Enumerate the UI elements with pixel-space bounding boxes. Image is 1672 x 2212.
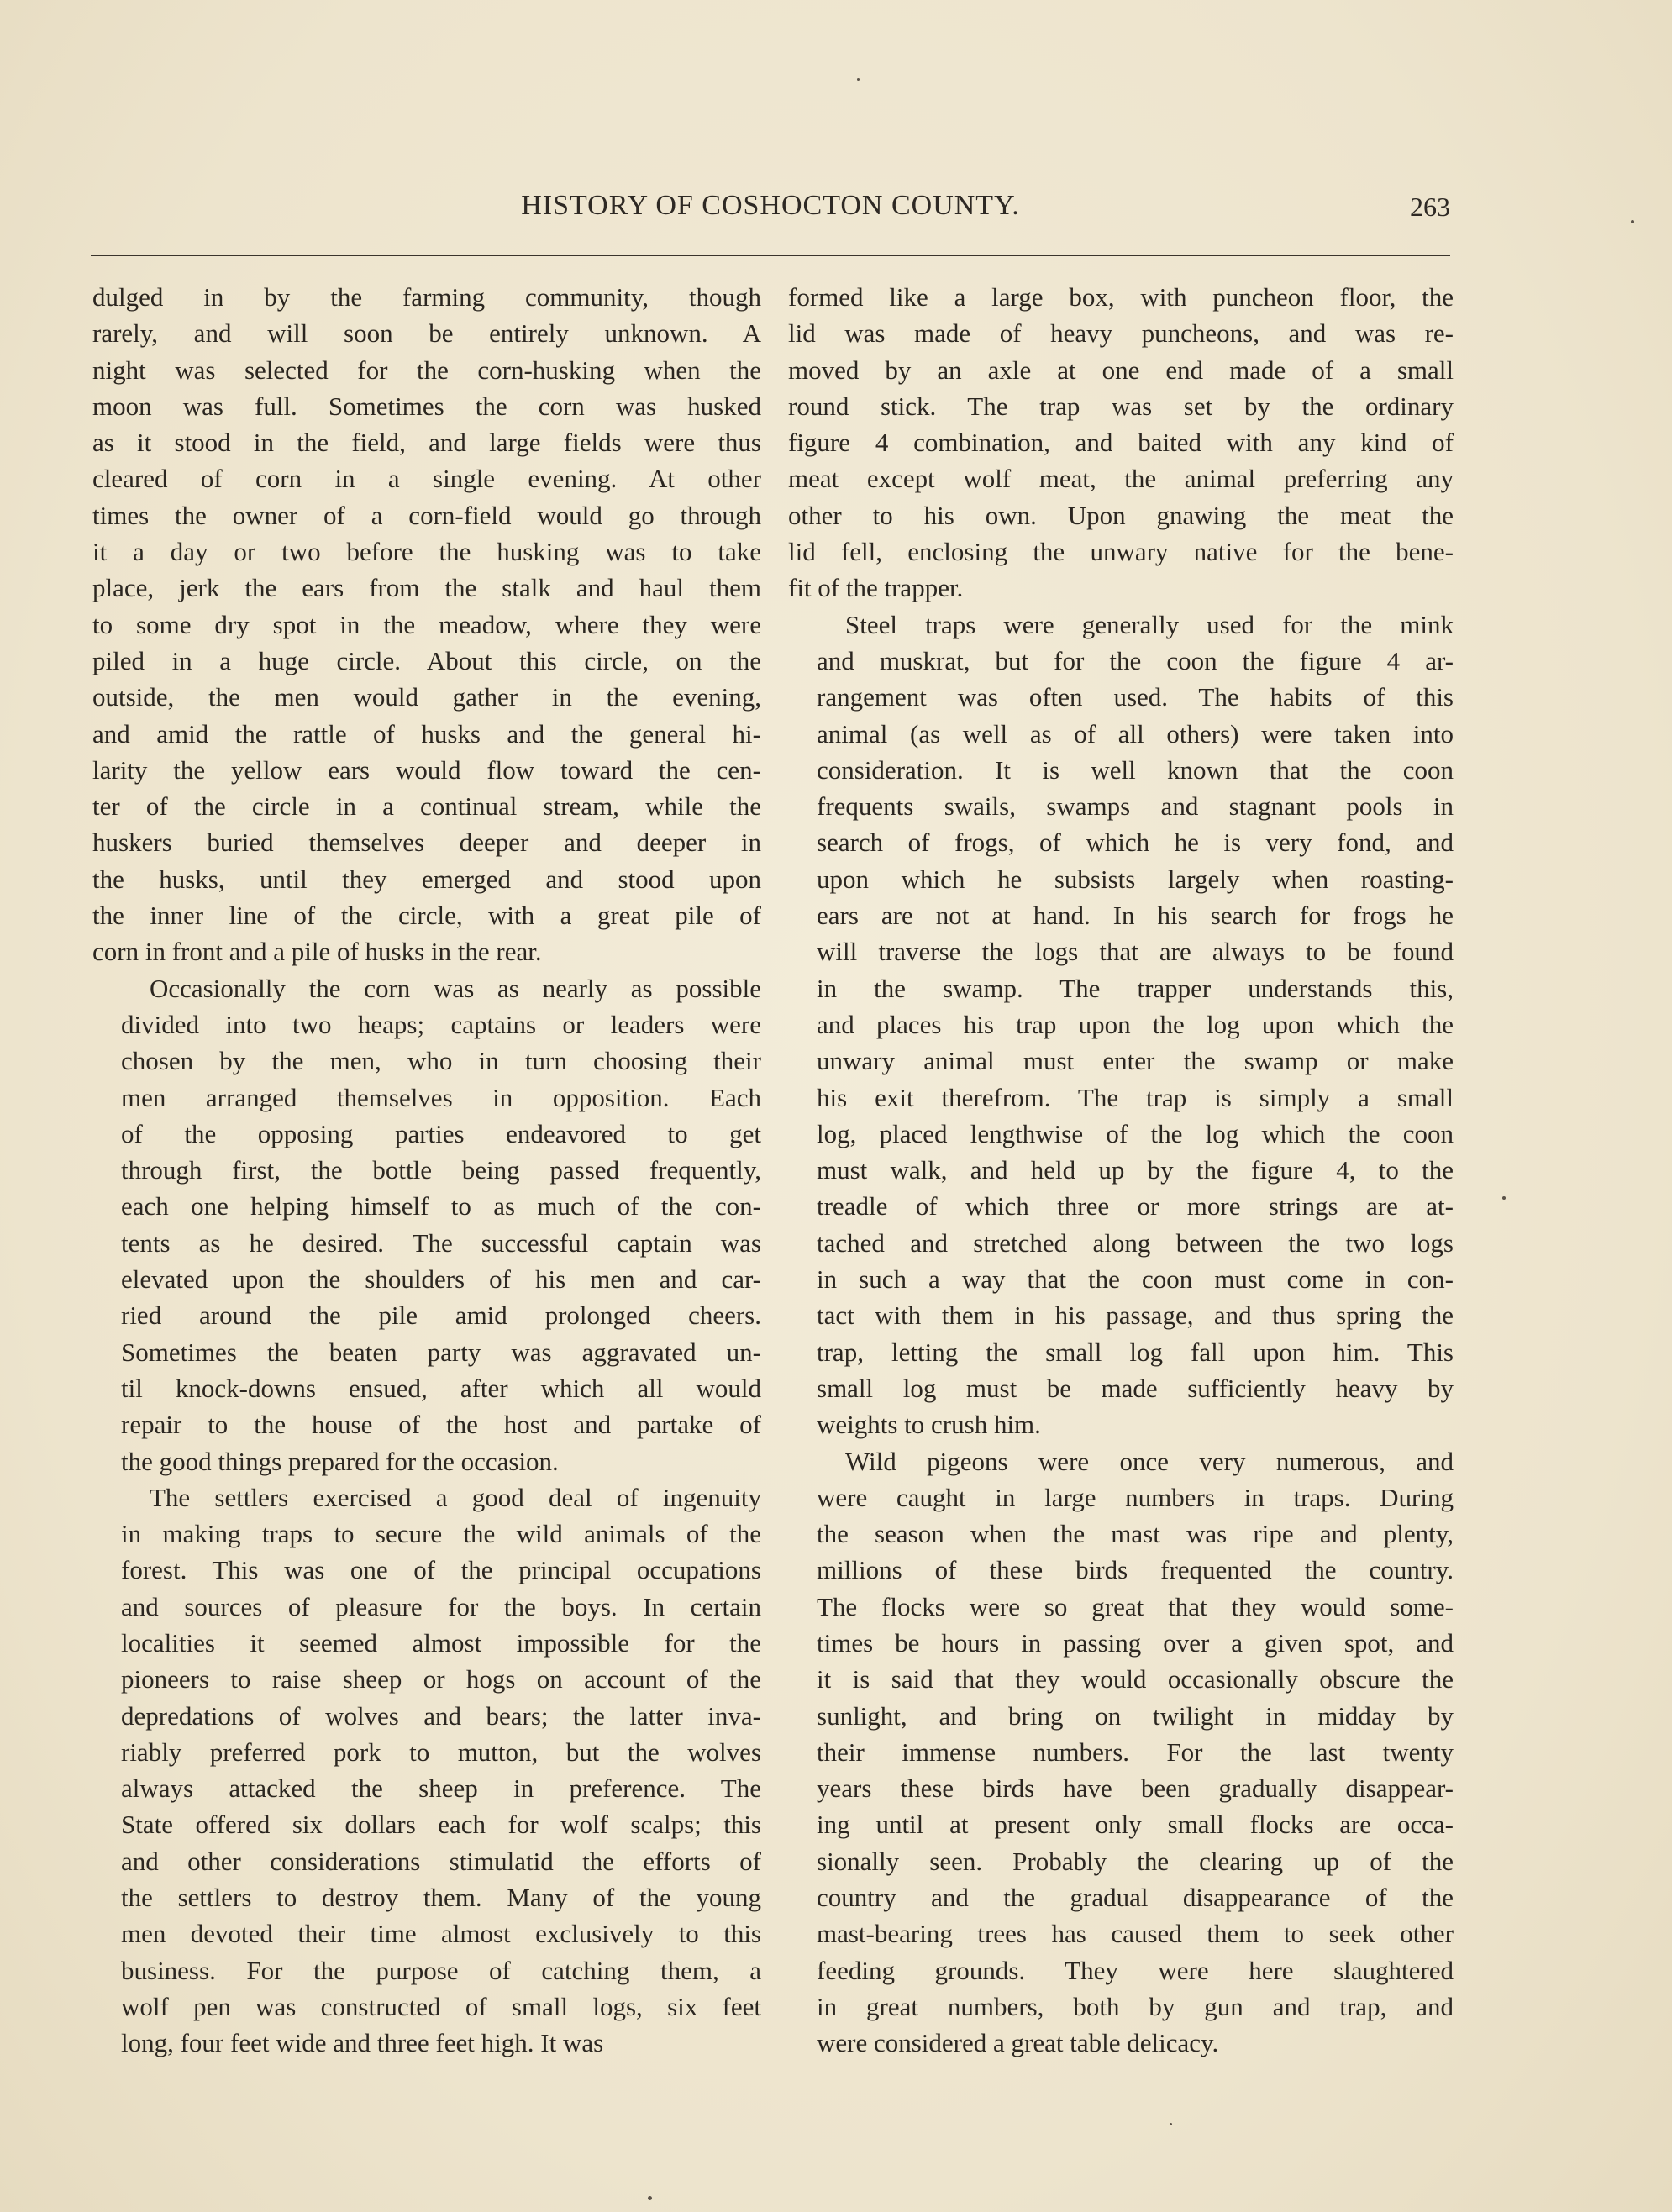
text-line: upon which he subsists largely when roasting-: [817, 864, 1454, 894]
text-line: ter of the circle in a continual stream, while the: [92, 791, 761, 822]
text-line: feeding grounds. They were here slaughtered: [817, 1955, 1454, 1985]
text-line: were caught in large numbers in traps. During: [817, 1482, 1454, 1512]
text-line: sunlight, and bring on twilight in midday by: [817, 1700, 1454, 1731]
running-title: HISTORY OF COSHOCTON COUNTY.: [521, 190, 1020, 221]
text-line: in great numbers, both by gun and trap, and: [817, 1991, 1454, 2021]
text-line: times be hours in passing over a given spot, and: [817, 1627, 1454, 1658]
text-line: the settlers to destroy them. Many of the young: [121, 1883, 761, 1913]
text-line: piled in a huge circle. About this circle, on the: [92, 645, 761, 675]
text-line: meat except wolf meat, the animal preferring any: [788, 464, 1454, 494]
text-line: millions of these birds frequented the country.: [817, 1555, 1454, 1585]
text-line: formed like a large box, with puncheon floor, the: [788, 282, 1454, 312]
text-line: and other considerations stimulatid the efforts of: [121, 1846, 761, 1876]
text-line: outside, the men would gather in the evening,: [92, 682, 761, 712]
text-line: rarely, and will soon be entirely unknown. A: [92, 318, 761, 349]
text-line: search of frogs, of which he is very fond, and: [817, 828, 1454, 858]
text-line: small log must be made sufficiently heavy by: [817, 1373, 1454, 1403]
text-line: ried around the pile amid prolonged cheers.: [121, 1300, 761, 1331]
text-line: and amid the rattle of husks and the general hi-: [92, 718, 761, 749]
text-line: tached and stretched along between the two logs: [817, 1227, 1454, 1258]
text-line: place, jerk the ears from the stalk and haul them: [92, 573, 761, 603]
paper-speck: [1170, 2123, 1172, 2125]
text-line: ears are not at hand. In his search for frogs he: [817, 901, 1454, 931]
paragraph: [92, 279, 761, 970]
text-line: cleared of corn in a single evening. At other: [92, 464, 761, 494]
text-line: and places his trap upon the log upon which the: [817, 1009, 1454, 1039]
text-line: Wild pigeons were once very numerous, and: [845, 1446, 1454, 1476]
text-line: it is said that they would occasionally obscure the: [817, 1664, 1454, 1694]
text-line: figure 4 combination, and baited with any kind of: [788, 428, 1454, 458]
text-line: were considered a great table delicacy.: [817, 2028, 1219, 2058]
text-line: divided into two heaps; captains or leaders were: [121, 1009, 761, 1039]
text-line: riably preferred pork to mutton, but the wolves: [121, 1736, 761, 1767]
text-line: moon was full. Sometimes the corn was husked: [92, 391, 761, 421]
text-line: tents as he desired. The successful captain was: [121, 1227, 761, 1258]
text-line: fit of the trapper.: [788, 573, 964, 603]
text-line: consideration. It is well known that the coon: [817, 754, 1454, 785]
text-line: chosen by the men, who in turn choosing their: [121, 1046, 761, 1076]
text-line: treadle of which three or more strings are at-: [817, 1191, 1454, 1222]
paragraph: [788, 607, 1454, 1443]
text-line: in such a way that the coon must come in con-: [817, 1264, 1454, 1295]
text-line: larity the yellow ears would flow toward the cen-: [92, 754, 761, 785]
text-line: ing until at present only small flocks are occa-: [817, 1810, 1454, 1840]
text-line: the season when the mast was ripe and plenty,: [817, 1519, 1454, 1549]
left-column: [92, 279, 761, 2062]
text-line: weights to crush him.: [817, 1410, 1041, 1440]
text-line: will traverse the logs that are always to be found: [817, 937, 1454, 967]
paper-speck: [857, 78, 860, 81]
text-line: corn in front and a pile of husks in the rear.: [92, 937, 542, 967]
text-line: lid fell, enclosing the unwary native for the bene-: [788, 537, 1454, 567]
text-line: rangement was often used. The habits of this: [817, 682, 1454, 712]
text-line: in making traps to secure the wild animals of the: [121, 1519, 761, 1549]
text-line: The flocks were so great that they would some-: [817, 1591, 1454, 1621]
text-line: through first, the bottle being passed frequently,: [121, 1155, 761, 1185]
text-line: their immense numbers. For the last twenty: [817, 1736, 1454, 1767]
text-line: State offered six dollars each for wolf scalps; this: [121, 1810, 761, 1840]
text-line: and sources of pleasure for the boys. In certain: [121, 1591, 761, 1621]
text-line: years these birds have been gradually disappear-: [817, 1773, 1454, 1804]
text-line: Sometimes the beaten party was aggravated un-: [121, 1337, 761, 1367]
text-line: the husks, until they emerged and stood upon: [92, 864, 761, 894]
text-line: as it stood in the field, and large fields were thus: [92, 428, 761, 458]
text-line: lid was made of heavy puncheons, and was re-: [788, 318, 1454, 349]
text-line: Steel traps were generally used for the mink: [845, 609, 1454, 639]
paragraph: [92, 970, 761, 1479]
text-line: localities it seemed almost impossible for the: [121, 1627, 761, 1658]
paragraph: [788, 279, 1454, 607]
text-line: always attacked the sheep in preference. The: [121, 1773, 761, 1804]
text-line: til knock-downs ensued, after which all would: [121, 1373, 761, 1403]
text-line: men devoted their time almost exclusively to this: [121, 1919, 761, 1949]
text-line: each one helping himself to as much of the con-: [121, 1191, 761, 1222]
text-line: The settlers exercised a good deal of ingenuity: [150, 1482, 761, 1512]
text-line: trap, letting the small log fall upon him. This: [817, 1337, 1454, 1367]
text-line: unwary animal must enter the swamp or make: [817, 1046, 1454, 1076]
text-line: log, placed lengthwise of the log which the coon: [817, 1118, 1454, 1148]
text-line: to some dry spot in the meadow, where they were: [92, 609, 761, 639]
text-line: long, four feet wide and three feet high. It was: [121, 2028, 604, 2058]
page-header: [91, 190, 1450, 240]
paragraph: [92, 1479, 761, 2062]
text-line: depredations of wolves and bears; the latter inva-: [121, 1700, 761, 1731]
header-rule: [91, 255, 1450, 256]
text-line: frequents swails, swamps and stagnant pools in: [817, 791, 1454, 822]
text-line: in the swamp. The trapper understands this,: [817, 973, 1454, 1003]
paragraph: [788, 1443, 1454, 2062]
text-line: Occasionally the corn was as nearly as possible: [150, 973, 761, 1003]
text-line: sionally seen. Probably the clearing up of the: [817, 1846, 1454, 1876]
text-line: round stick. The trap was set by the ordinary: [788, 391, 1454, 421]
text-line: times the owner of a corn-field would go through: [92, 500, 761, 530]
text-line: tact with them in his passage, and thus spring the: [817, 1300, 1454, 1331]
text-line: night was selected for the corn-husking when the: [92, 355, 761, 385]
text-line: of the opposing parties endeavored to get: [121, 1118, 761, 1148]
text-line: other to his own. Upon gnawing the meat the: [788, 500, 1454, 530]
right-column: [788, 279, 1454, 2062]
text-line: the inner line of the circle, with a great pile of: [92, 901, 761, 931]
text-line: wolf pen was constructed of small logs, six feet: [121, 1991, 761, 2021]
text-line: men arranged themselves in opposition. Each: [121, 1082, 761, 1112]
text-line: mast-bearing trees has caused them to seek other: [817, 1919, 1454, 1949]
paper-speck: [1502, 1196, 1506, 1200]
text-line: it a day or two before the husking was to take: [92, 537, 761, 567]
text-line: pioneers to raise sheep or hogs on account of the: [121, 1664, 761, 1694]
text-line: elevated upon the shoulders of his men and car-: [121, 1264, 761, 1295]
text-line: and muskrat, but for the coon the figure 4 ar-: [817, 645, 1454, 675]
text-line: his exit therefrom. The trap is simply a small: [817, 1082, 1454, 1112]
text-line: must walk, and held up by the figure 4, to the: [817, 1155, 1454, 1185]
text-line: country and the gradual disappearance of the: [817, 1883, 1454, 1913]
text-line: dulged in by the farming community, though: [92, 282, 761, 312]
paper-speck: [648, 2196, 652, 2200]
text-line: repair to the house of the host and partake of: [121, 1410, 761, 1440]
paper-speck: [1631, 220, 1634, 223]
text-line: huskers buried themselves deeper and deeper in: [92, 828, 761, 858]
text-line: the good things prepared for the occasion.: [121, 1446, 559, 1476]
page-number: 263: [1410, 192, 1450, 222]
text-line: moved by an axle at one end made of a small: [788, 355, 1454, 385]
text-line: animal (as well as of all others) were taken into: [817, 718, 1454, 749]
text-line: forest. This was one of the principal occupations: [121, 1555, 761, 1585]
text-line: business. For the purpose of catching them, a: [121, 1955, 761, 1985]
